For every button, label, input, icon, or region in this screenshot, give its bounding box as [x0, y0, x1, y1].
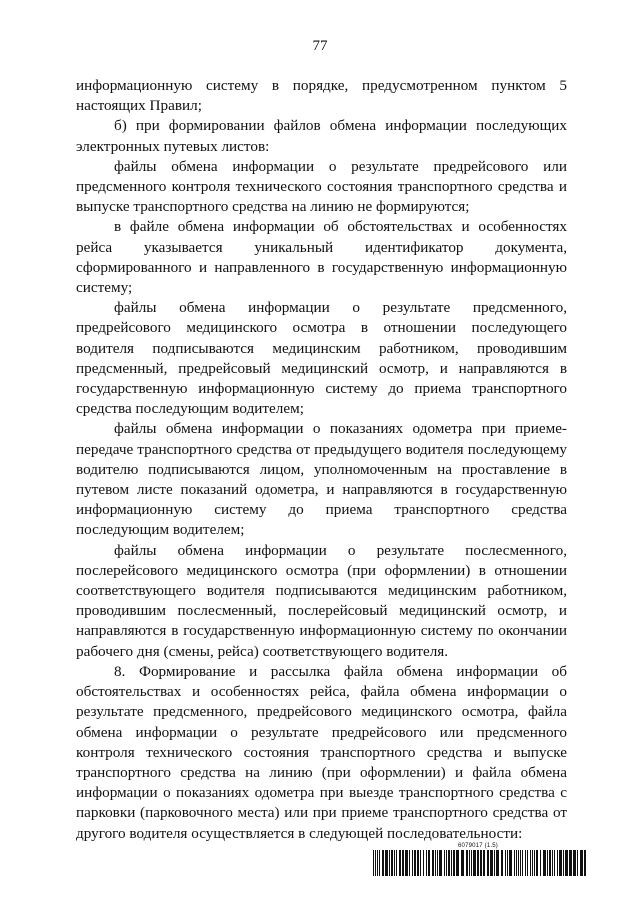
barcode-bar — [549, 850, 551, 876]
barcode-bar — [530, 850, 531, 876]
paragraph: файлы обмена информации о результате предсменного, предрейсового медицинского осмотра в отношении последующего водителя подписываются медицинским работником, проводившим предсменный, предрейсовый медицинский осмотр, и направляются в государственную информационную систему до приема транспортного средства последующим водителем; — [76, 299, 567, 418]
barcode-bar — [391, 850, 393, 876]
document-code: 6079017 (1.5) — [458, 843, 498, 849]
barcode-bar — [377, 850, 378, 876]
barcode-bar — [554, 850, 555, 876]
barcode-bar — [405, 850, 408, 876]
barcode-bar — [375, 850, 376, 876]
barcode-bar — [448, 850, 450, 876]
barcode-bar — [569, 850, 572, 876]
barcode-bar — [494, 850, 495, 876]
barcode-bar — [573, 850, 576, 876]
barcode-bar — [428, 850, 430, 876]
barcode — [373, 850, 586, 876]
barcode-bar — [409, 850, 410, 876]
document-body — [76, 76, 567, 844]
barcode-bar — [480, 850, 482, 876]
barcode-bar — [437, 850, 438, 876]
barcode-bar — [477, 850, 479, 876]
barcode-bar — [487, 850, 489, 876]
barcode-bar — [466, 850, 468, 876]
barcode-bar — [426, 850, 427, 876]
barcode-bar — [496, 850, 499, 876]
paragraph: информационную систему в порядке, предусмотренном пунктом 5 настоящих Правил; — [76, 77, 567, 115]
barcode-bar — [483, 850, 485, 876]
barcode-bar — [509, 850, 512, 876]
barcode-bar — [451, 850, 452, 876]
barcode-bar — [420, 850, 421, 876]
barcode-bar — [446, 850, 447, 876]
barcode-bar — [520, 850, 521, 876]
barcode-bar — [432, 850, 434, 876]
barcode-bar — [373, 850, 374, 876]
paragraph: файлы обмена информации о результате предрейсового или предсменного контроля технического состояния транспортного средства и выпуске транспортного средства на линию не формируются; — [76, 157, 567, 216]
barcode-bar — [473, 850, 476, 876]
barcode-bar — [532, 850, 533, 876]
barcode-bar — [525, 850, 526, 876]
barcode-bar — [580, 850, 583, 876]
barcode-bar — [439, 850, 442, 876]
barcode-bar — [527, 850, 528, 876]
barcode-bar — [522, 850, 523, 876]
barcode-bar — [414, 850, 416, 876]
barcode-bar — [412, 850, 413, 876]
barcode-bar — [389, 850, 390, 876]
barcode-bar — [516, 850, 517, 876]
paragraph: 8. Формирование и рассылка файла обмена информации об обстоятельствах и особенностях рейса, файла обмена информации о результате предсменного, предрейсового медицинского осмотра, файла обмена информации о результате предрейсового или предсменного контроля технического состояния транспортного средства и выпуске транспортного средства на линию (при оформлении) и файла обмена информации о показаниях одометра при выезде транспортного средства с парковки (парковочного места) или при приеме транспортного средства от другого водителя осуществляется в следующей последовательности: — [76, 662, 567, 842]
barcode-bar — [435, 850, 436, 876]
barcode-bar — [540, 850, 541, 876]
barcode-bar — [417, 850, 419, 876]
barcode-bar — [505, 850, 506, 876]
paragraph: файлы обмена информации о показаниях одометра при приеме-передаче транспортного средства от предыдущего водителя последующему водителю подписываются лицом, уполномоченным на проставление в путевом листе показаний одометра, и направляются в государственную информационную систему до приема транспортного средства последующим водителем; — [76, 420, 567, 539]
barcode-bar — [456, 850, 459, 876]
barcode-bar — [507, 850, 508, 876]
barcode-bar — [518, 850, 519, 876]
barcode-bar — [584, 850, 586, 876]
barcode-bar — [490, 850, 493, 876]
barcode-bar — [382, 850, 384, 876]
barcode-bar — [444, 850, 445, 876]
barcode-bar — [423, 850, 424, 876]
barcode-bar — [565, 850, 568, 876]
barcode-bar — [501, 850, 503, 876]
barcode-bar — [394, 850, 395, 876]
barcode-bar — [385, 850, 388, 876]
barcode-bar — [534, 850, 535, 876]
barcode-bar — [543, 850, 546, 876]
barcode-bar — [396, 850, 397, 876]
barcode-bar — [461, 850, 464, 876]
barcode-bar — [563, 850, 564, 876]
barcode-bar — [559, 850, 562, 876]
paragraph: файлы обмена информации о результате послесменного, послерейсового медицинского осмотра (при оформлении) в отношении соответствующего водителя подписываются медицинским работником, проводившим послесменный, послерейсовый медицинский осмотр, и направляются в государственную информационную систему по окончании рабочего дня (смены, рейса) соответствующего водителя. — [76, 541, 567, 660]
paragraph: б) при формировании файлов обмена информации последующих электронных путевых листов: — [76, 117, 567, 155]
page-number: 77 — [312, 38, 328, 54]
barcode-bar — [402, 850, 404, 876]
barcode-bar — [453, 850, 455, 876]
barcode-bar — [469, 850, 470, 876]
barcode-bar — [514, 850, 515, 876]
barcode-bar — [547, 850, 548, 876]
barcode-bar — [536, 850, 538, 876]
barcode-bar — [577, 850, 578, 876]
barcode-bar — [557, 850, 558, 876]
barcode-bar — [471, 850, 472, 876]
barcode-bar — [552, 850, 553, 876]
barcode-bar — [399, 850, 401, 876]
barcode-bar — [379, 850, 380, 876]
paragraph: в файле обмена информации об обстоятельствах и особенностях рейса указывается уникальный идентификатор документа, сформированного и направленного в государственную информационную систему; — [76, 218, 567, 297]
